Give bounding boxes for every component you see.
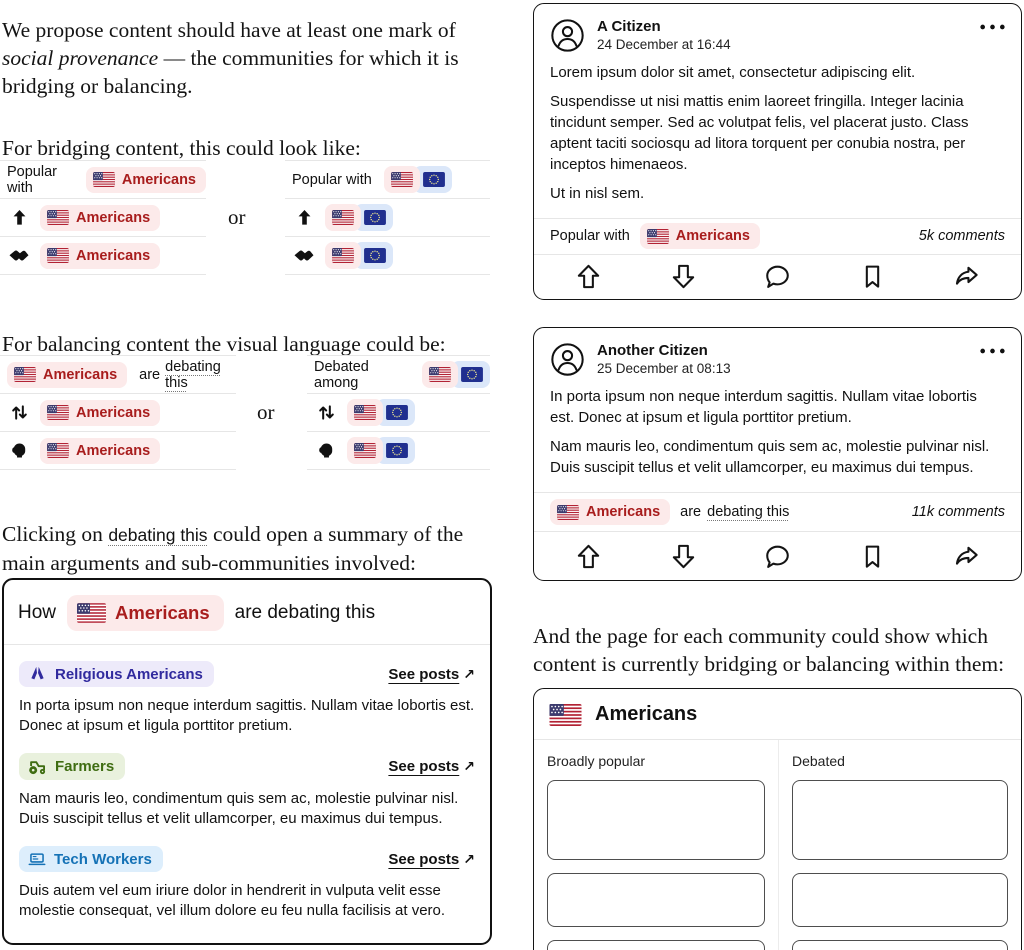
- share-icon[interactable]: [952, 542, 981, 571]
- debate-glove-row: [0, 431, 236, 469]
- eu-flag-icon: [364, 210, 386, 225]
- avatar[interactable]: [550, 342, 585, 377]
- downvote-icon[interactable]: [669, 262, 698, 291]
- popular-with-label: Popular with: [550, 228, 630, 245]
- eu-flag-icon: [364, 248, 386, 263]
- or-label: or: [228, 205, 246, 229]
- us-flag-icon: [557, 505, 579, 520]
- praying-hands-icon: [27, 665, 48, 683]
- post-action-bar: [534, 255, 1021, 299]
- external-arrow-icon: ↗: [463, 850, 475, 867]
- downvote-icon[interactable]: [669, 542, 698, 571]
- americans-badge[interactable]: Americans: [40, 205, 160, 231]
- external-arrow-icon: ↗: [463, 665, 475, 682]
- post-card: [533, 3, 1022, 300]
- debating-this-link[interactable]: debating this: [108, 524, 208, 545]
- balancing-two-communities-table: [307, 355, 490, 470]
- popular-with-label: Popular with: [7, 163, 57, 196]
- post-header: [534, 328, 1021, 377]
- kebab-menu-icon[interactable]: [980, 24, 1005, 30]
- column-label: Debated: [792, 753, 845, 769]
- external-arrow-icon: ↗: [463, 758, 475, 774]
- bookmark-icon[interactable]: [858, 542, 887, 571]
- us-flag-icon: [647, 229, 669, 244]
- tech-workers-badge[interactable]: Tech Workers: [19, 846, 163, 872]
- community-title: Americans: [595, 703, 698, 725]
- content-placeholder: [547, 940, 765, 950]
- updown-row: [307, 393, 490, 431]
- broadly-popular-column: [534, 740, 779, 950]
- bookmark-icon[interactable]: [858, 262, 887, 291]
- subcommunity-row: [19, 661, 475, 687]
- post-body: [534, 53, 1021, 218]
- us-flag-icon: [47, 248, 69, 263]
- see-posts-link[interactable]: See posts ↗: [388, 758, 475, 775]
- content-placeholder: [547, 873, 765, 927]
- bridging-two-communities-table: [285, 160, 490, 275]
- post-provenance-footer: [534, 493, 1021, 531]
- community-page-header: [534, 689, 1021, 739]
- eu-flag-icon: [461, 367, 483, 382]
- avatar[interactable]: [550, 18, 585, 53]
- post-body: [534, 377, 1021, 492]
- balancing-heading: For balancing content the visual language could be:: [2, 331, 446, 356]
- post-card: [533, 327, 1022, 581]
- tractor-icon: [27, 757, 48, 776]
- popular-with-row: [285, 160, 490, 198]
- debate-summary-card: [2, 578, 492, 945]
- upvote-icon[interactable]: [574, 542, 603, 571]
- us-flag-badge[interactable]: [347, 437, 383, 464]
- handshake-row: [0, 236, 206, 274]
- debated-among-row: [307, 355, 490, 393]
- debate-summary-header: [4, 580, 490, 644]
- post-author[interactable]: A Citizen: [597, 18, 661, 35]
- up-arrow-icon: [7, 208, 31, 227]
- kebab-menu-icon[interactable]: [980, 348, 1005, 354]
- post-paragraph: Suspendisse ut nisi mattis enim laoreet fringilla. Integer lacinia tincidunt semper. Sed ac volutpat felis, vel placerat justo. Class aptent taciti sociosqu ad litora torquent per conubia nostra, per inceptos himenaeos.: [550, 93, 969, 173]
- up-arrow-icon: [292, 208, 316, 227]
- content-placeholder: [792, 873, 1008, 927]
- farmers-badge[interactable]: Farmers: [19, 753, 125, 780]
- laptop-icon: [27, 850, 47, 868]
- share-icon[interactable]: [952, 262, 981, 291]
- post-action-bar: [534, 532, 1021, 580]
- handshake-icon: [292, 246, 316, 265]
- us-flag-icon: [354, 443, 376, 458]
- americans-badge[interactable]: Americans: [550, 499, 670, 525]
- subcommunity-row: [19, 846, 475, 872]
- debated-among-label: Debated among: [314, 358, 369, 391]
- bridging-examples: [0, 160, 492, 278]
- comment-icon[interactable]: [763, 542, 792, 571]
- post-provenance-footer: [534, 219, 1021, 254]
- debating-row: [0, 355, 236, 393]
- clicking-paragraph: Clicking on debating this could open a summary of the main arguments and sub-communities involved:: [2, 521, 464, 575]
- post-paragraph: In porta ipsum non neque interdum sagittis. Nullam vitae lobortis est. Donec at ipsum et ligula porttitor pretium.: [550, 388, 977, 426]
- us-flag-badge[interactable]: [384, 166, 420, 193]
- us-flag-badge[interactable]: [325, 242, 361, 269]
- content-placeholder: [792, 780, 1008, 860]
- us-flag-badge[interactable]: [347, 399, 383, 426]
- subcommunity-row: [19, 753, 475, 780]
- column-label: Broadly popular: [547, 753, 646, 769]
- us-flag-icon: [354, 405, 376, 420]
- boxing-glove-icon: [7, 441, 31, 460]
- post-paragraph: Lorem ipsum dolor sit amet, consectetur adipiscing elit.: [550, 64, 916, 81]
- debating-this-link[interactable]: debating this: [707, 504, 790, 520]
- debating-this-link[interactable]: debating this: [165, 358, 221, 391]
- comment-icon[interactable]: [763, 262, 792, 291]
- comment-count[interactable]: 5k comments: [918, 228, 1005, 245]
- content-placeholder: [547, 780, 765, 860]
- updown-row: [0, 393, 236, 431]
- post-header: [534, 4, 1021, 53]
- post-author[interactable]: Another Citizen: [597, 342, 708, 359]
- americans-badge[interactable]: Americans: [40, 438, 160, 464]
- upvote-icon[interactable]: [574, 262, 603, 291]
- balancing-single-community-table: [0, 355, 236, 470]
- community-page-paragraph: And the page for each community could show which content is currently bridging or balancing within them:: [533, 623, 1005, 676]
- content-placeholder: [792, 940, 1008, 950]
- us-flag-icon: [429, 367, 451, 382]
- or-label: or: [257, 400, 275, 424]
- bridging-heading: For bridging content, this could look like:: [2, 135, 361, 160]
- us-flag-icon: [47, 210, 69, 225]
- us-flag-badge[interactable]: [422, 361, 458, 388]
- americans-badge[interactable]: Americans: [40, 400, 160, 426]
- subcommunity-summary: Nam mauris leo, condimentum quis sem ac, molestie pulvinar nisl. Duis suscipit tellus et velit ullamcorper, eu maximus dui tempus.: [19, 790, 459, 827]
- popular-with-label: Popular with: [292, 171, 372, 188]
- popular-with-row: [0, 160, 206, 198]
- eu-flag-icon: [423, 172, 445, 187]
- americans-badge[interactable]: Americans: [67, 595, 224, 631]
- us-flag-icon: [14, 367, 36, 382]
- handshake-row: [285, 236, 490, 274]
- are-debating-label: are debating this: [234, 602, 376, 623]
- eu-flag-icon: [386, 405, 408, 420]
- post-timestamp: 25 December at 08:13: [597, 361, 731, 376]
- us-flag-icon: [93, 172, 115, 187]
- upvoted-row: [0, 198, 206, 236]
- debated-column: [779, 740, 1021, 950]
- see-posts-link[interactable]: See posts ↗: [388, 665, 475, 683]
- community-page-card: [533, 688, 1022, 950]
- americans-badge[interactable]: Americans: [640, 223, 760, 249]
- us-flag-icon: [47, 405, 69, 420]
- up-down-arrows-icon: [7, 402, 31, 423]
- us-flag-icon: [391, 172, 413, 187]
- balancing-examples: [0, 355, 492, 473]
- post-timestamp: 24 December at 16:44: [597, 37, 731, 52]
- post-paragraph: Nam mauris leo, condimentum quis sem ac, molestie pulvinar nisl. Duis suscipit tellus et velit ullamcorper, eu maximus dui tempus.: [550, 438, 990, 476]
- comment-count[interactable]: 11k comments: [911, 504, 1005, 520]
- post-paragraph: Ut in nisl sem.: [550, 185, 645, 202]
- are-label: are: [139, 366, 161, 383]
- up-down-arrows-icon: [314, 402, 338, 423]
- handshake-icon: [7, 246, 31, 265]
- us-flag-icon: [549, 704, 582, 726]
- subcommunity-summary: In porta ipsum non neque interdum sagittis. Nullam vitae lobortis est. Donec at ipsum et ligula porttitor pretium.: [19, 697, 475, 734]
- eu-flag-icon: [386, 443, 408, 458]
- boxing-glove-icon: [314, 441, 338, 460]
- americans-badge[interactable]: Americans: [40, 243, 160, 269]
- subcommunity-summary: Duis autem vel eum iriure dolor in hendrerit in vulputa velit esse molestie consequat, vel illum dolore eu feu nulla facilisis at vero.: [19, 882, 446, 919]
- americans-badge[interactable]: Americans: [86, 167, 206, 193]
- us-flag-icon: [47, 443, 69, 458]
- intro-paragraph: We propose content should have at least one mark of social provenance — the communities for which it is bridging or balancing.: [2, 17, 459, 98]
- see-posts-link[interactable]: See posts ↗: [388, 850, 475, 868]
- bridging-single-community-table: [0, 160, 206, 275]
- upvoted-row: [285, 198, 490, 236]
- religious-americans-badge[interactable]: Religious Americans: [19, 661, 214, 687]
- how-label: How: [18, 602, 57, 623]
- are-label: are: [680, 504, 702, 520]
- us-flag-icon: [332, 210, 354, 225]
- americans-badge[interactable]: Americans: [7, 362, 127, 388]
- us-flag-icon: [77, 603, 106, 623]
- debate-glove-row: [307, 431, 490, 469]
- us-flag-badge[interactable]: [325, 204, 361, 231]
- us-flag-icon: [332, 248, 354, 263]
